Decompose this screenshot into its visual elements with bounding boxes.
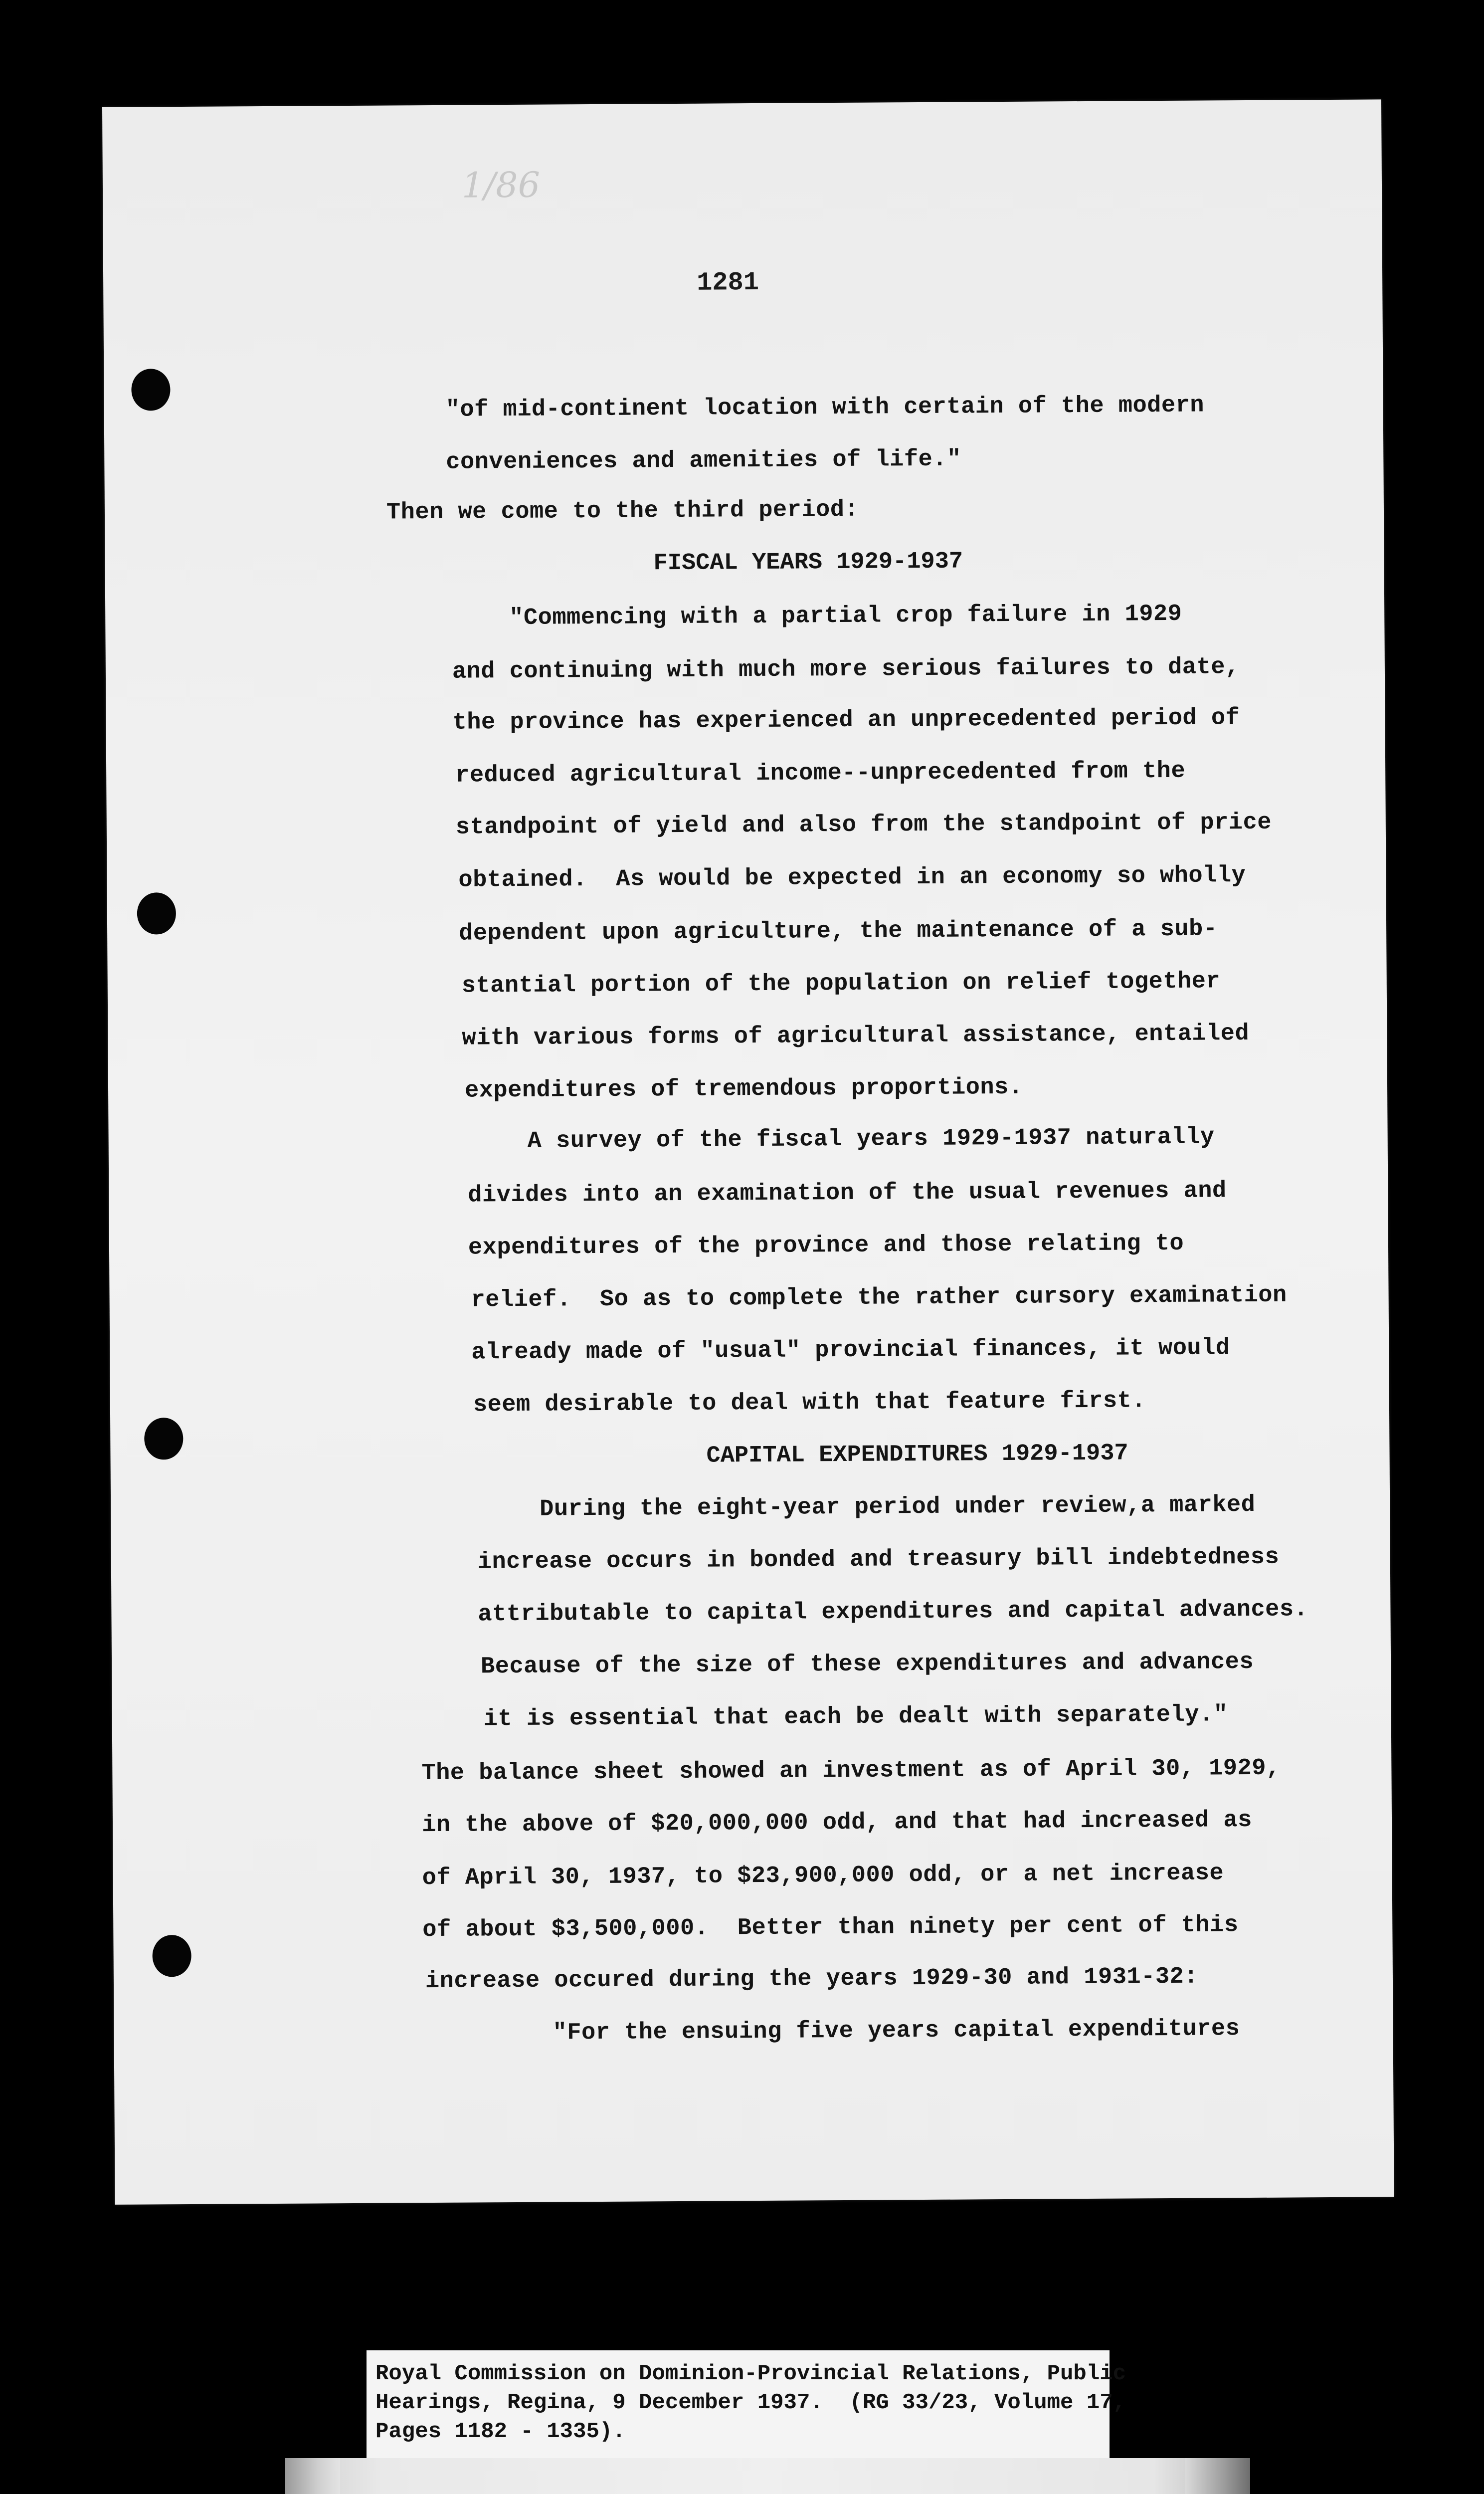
- punch-hole-4: [152, 1935, 191, 1977]
- text-line-11: stantial portion of the population on relief together: [461, 968, 1221, 1000]
- stamp-edge-left: [285, 2458, 340, 2494]
- text-line-8: standpoint of yield and also from the standpoint of price: [455, 809, 1272, 841]
- heading-capital-expenditures: CAPITAL EXPENDITURES 1929-1937: [706, 1440, 1128, 1469]
- text-line-4: "Commencing with a partial crop failure in 1929: [509, 601, 1182, 632]
- text-line-20: During the eight-year period under review,a marked: [540, 1491, 1256, 1523]
- stamp-edge-right: [1185, 2458, 1250, 2494]
- text-line-30: "For the ensuing five years capital expenditures: [553, 2016, 1240, 2047]
- text-line-1: "of mid-continent location with certain of the modern: [445, 392, 1205, 423]
- text-line-28: of about $3,500,000. Better than ninety per cent of this: [422, 1912, 1239, 1944]
- text-line-5: and continuing with much more serious failures to date,: [452, 654, 1240, 685]
- text-line-10: dependent upon agriculture, the maintenance of a sub-: [458, 916, 1218, 947]
- text-line-3: Then we come to the third period:: [386, 496, 859, 526]
- text-line-23: Because of the size of these expenditures and advances: [480, 1649, 1254, 1680]
- text-line-12: with various forms of agricultural assistance, entailed: [462, 1020, 1250, 1052]
- heading-fiscal-years: FISCAL YEARS 1929-1937: [653, 548, 963, 577]
- citation-line-1: Royal Commission on Dominion-Provincial Relations, Public: [375, 2361, 1126, 2386]
- text-line-6: the province has experienced an unprecedented period of: [452, 705, 1240, 736]
- text-line-13: expenditures of tremendous proportions.: [464, 1074, 1023, 1104]
- text-line-14: A survey of the fiscal years 1929-1937 naturally: [527, 1124, 1215, 1155]
- text-line-17: relief. So as to complete the rather cursory examination: [471, 1282, 1287, 1314]
- text-line-22: attributable to capital expenditures and capital advances.: [478, 1596, 1308, 1628]
- text-line-15: divides into an examination of the usual revenues and: [468, 1178, 1227, 1209]
- pencil-annotation: 1/86: [461, 164, 541, 206]
- text-line-24: it is essential that each be dealt with separately.": [483, 1701, 1228, 1733]
- page-number: 1281: [696, 267, 759, 298]
- punch-hole-3: [144, 1418, 184, 1459]
- citation-line-3: Pages 1182 - 1335).: [375, 2419, 626, 2444]
- text-line-21: increase occurs in bonded and treasury bill indebtedness: [477, 1544, 1280, 1576]
- archives-stamp: [285, 2458, 1250, 2494]
- punch-hole-1: [131, 369, 171, 411]
- document-page: [102, 99, 1394, 2205]
- text-line-18: already made of "usual" provincial finances, it would: [471, 1335, 1230, 1366]
- text-line-2: conveniences and amenities of life.": [446, 446, 961, 476]
- text-line-16: expenditures of the province and those relating to: [468, 1230, 1184, 1261]
- text-line-27: of April 30, 1937, to $23,900,000 odd, or a net increase: [422, 1860, 1224, 1892]
- text-line-9: obtained. As would be expected in an economy so wholly: [458, 862, 1246, 894]
- text-line-29: increase occured during the years 1929-30 and 1931-32:: [425, 1963, 1199, 1995]
- text-line-25: The balance sheet showed an investment as of April 30, 1929,: [421, 1755, 1281, 1787]
- citation-line-2: Hearings, Regina, 9 December 1937. (RG 33/23, Volume 17,: [375, 2390, 1126, 2415]
- text-line-19: seem desirable to deal with that feature first.: [473, 1388, 1146, 1419]
- text-line-7: reduced agricultural income--unprecedented from the: [455, 758, 1186, 789]
- punch-hole-2: [137, 892, 177, 934]
- citation-label: [367, 2350, 1126, 2459]
- text-line-26: in the above of $20,000,000 odd, and that had increased as: [421, 1807, 1253, 1839]
